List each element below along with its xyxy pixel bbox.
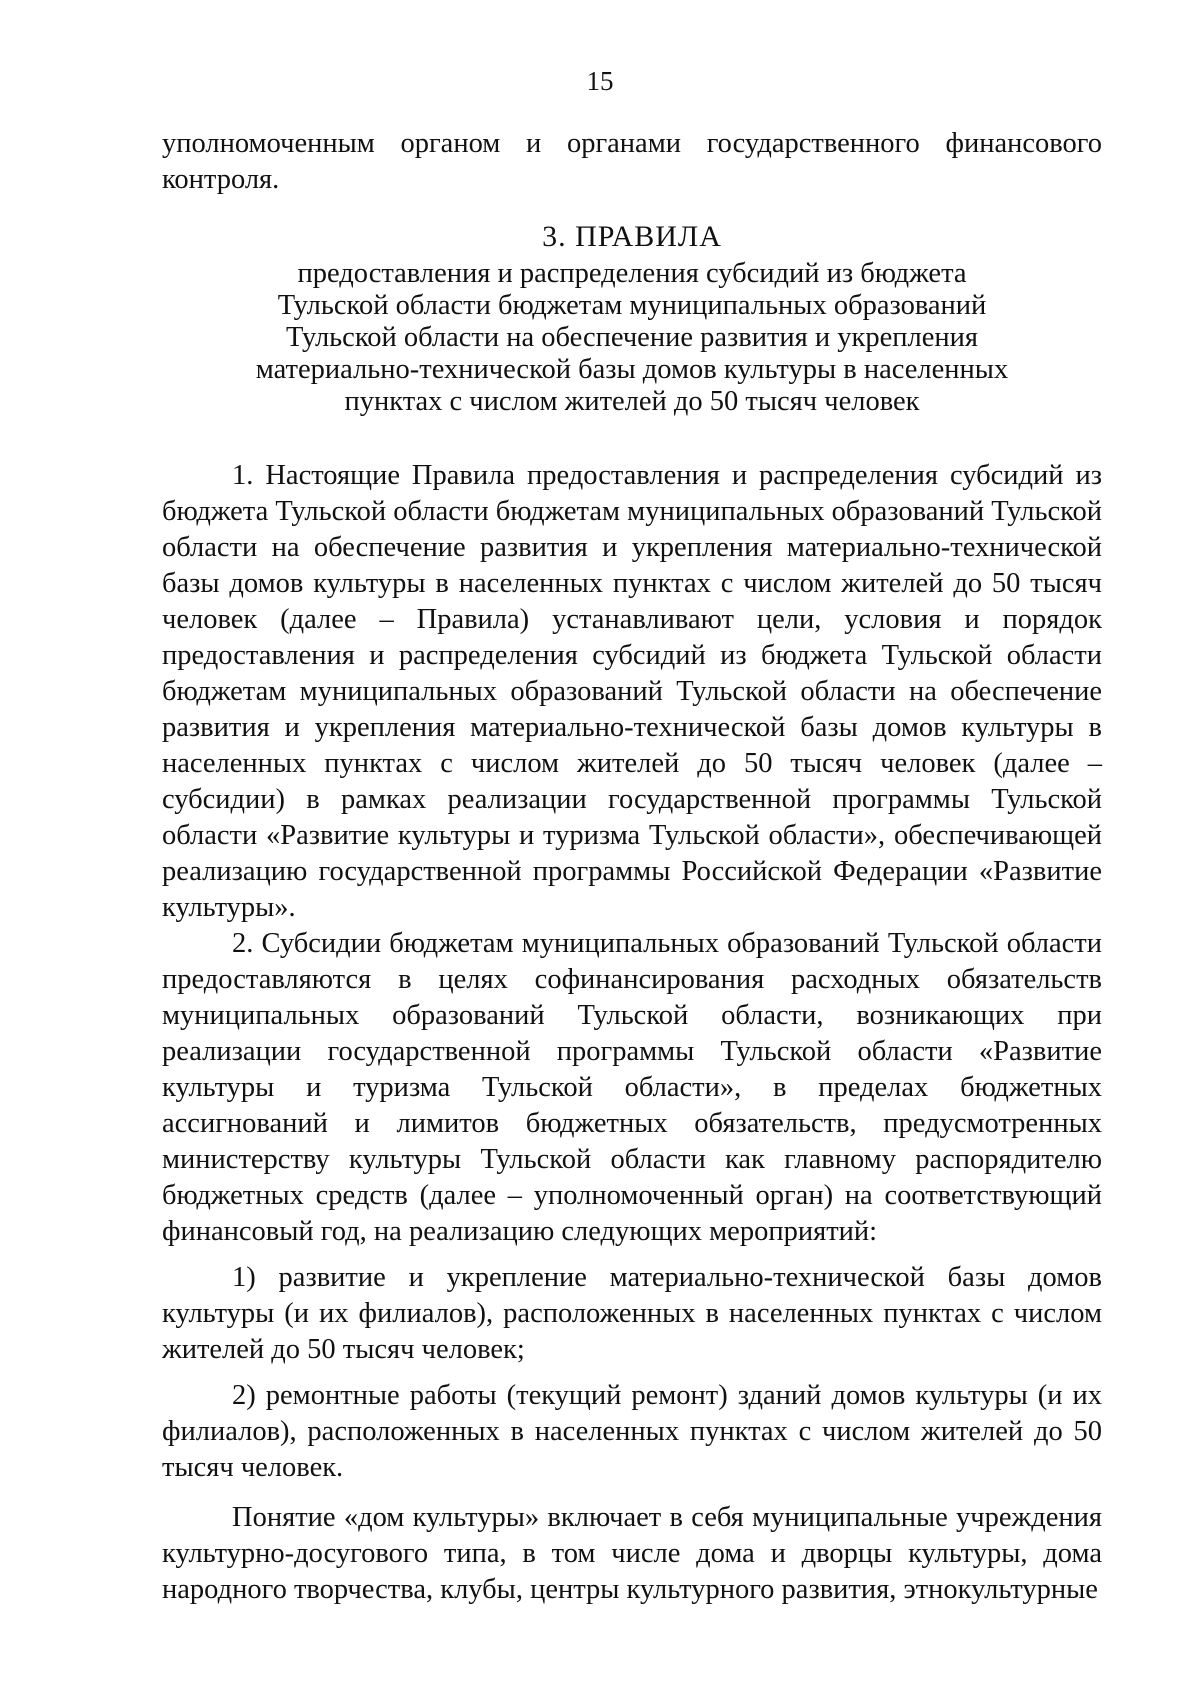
section-subtitle-line: Тульской области на обеспечение развития и укрепления: [285, 322, 979, 353]
list-item-2: 2) ремонтные работы (текущий ремонт) зданий домов культуры (и их филиалов), расположенных в населенных пунктах с числом жителей до 50 тысяч человек.: [162, 1380, 1102, 1483]
section-subtitle-line: предоставления и распределения субсидий из бюджета: [297, 258, 967, 289]
list-item-1: 1) развитие и укрепление материально-технической базы домов культуры (и их филиалов), расположенных в населенных пунктах с числом жителей до 50 тысяч человек;: [162, 1262, 1102, 1365]
paragraph-definition: Понятие «дом культуры» включает в себя муниципальные учреждения культурно-досугового типа, в том числе дома и дворцы культуры, дома народного творчества, клубы, центры культурного развития, этнокультурные: [162, 1502, 1102, 1605]
section-subtitle-line: Тульской области бюджетам муниципальных образований: [277, 290, 987, 321]
lead-fragment: уполномоченным органом и органами государственного финансового контроля.: [162, 128, 1102, 195]
paragraph-2: 2. Субсидии бюджетам муниципальных образований Тульской области предоставляются в целях софинансирования расходных обязательств муниципальных образований Тульской области, возникающих при реализации государственной программы Тульской области «Развитие культуры и туризма Тульской области», в пределах бюджетных ассигнований и лимитов бюджетных обязательств, предусмотренных министерству культуры Тульской области как главному распорядителю бюджетных средств (далее – уполномоченный орган) на соответствующий финансовый год, на реализацию следующих мероприятий:: [162, 928, 1102, 1247]
main-text: [162, 458, 1102, 1608]
paragraph-1: 1. Настоящие Правила предоставления и распределения субсидий из бюджета Тульской области бюджетам муниципальных образований Тульской области на обеспечение развития и укрепления материально-технической базы домов культуры в населенных пунктах с числом жителей до 50 тысяч человек (далее – Правила) устанавливают цели, условия и порядок предоставления и распределения субсидий из бюджета Тульской области бюджетам муниципальных образований Тульской области на обеспечение развития и укрепления материально-технической базы домов культуры в населенных пунктах с числом жителей до 50 тысяч человек (далее – субсидии) в рамках реализации государственной программы Тульской области «Развитие культуры и туризма Тульской области», обеспечивающей реализацию государственной программы Российской Федерации «Развитие культуры».: [162, 460, 1102, 923]
lead-fragment-block: [162, 126, 1102, 198]
section-heading: [162, 218, 1102, 418]
page-number: 15: [586, 66, 614, 96]
section-subtitle-line: пунктах с числом жителей до 50 тысяч человек: [344, 386, 920, 417]
section-subtitle-line: материально-технической базы домов культуры в населенных: [255, 354, 1009, 385]
section-title: 3. ПРАВИЛА: [542, 220, 722, 253]
